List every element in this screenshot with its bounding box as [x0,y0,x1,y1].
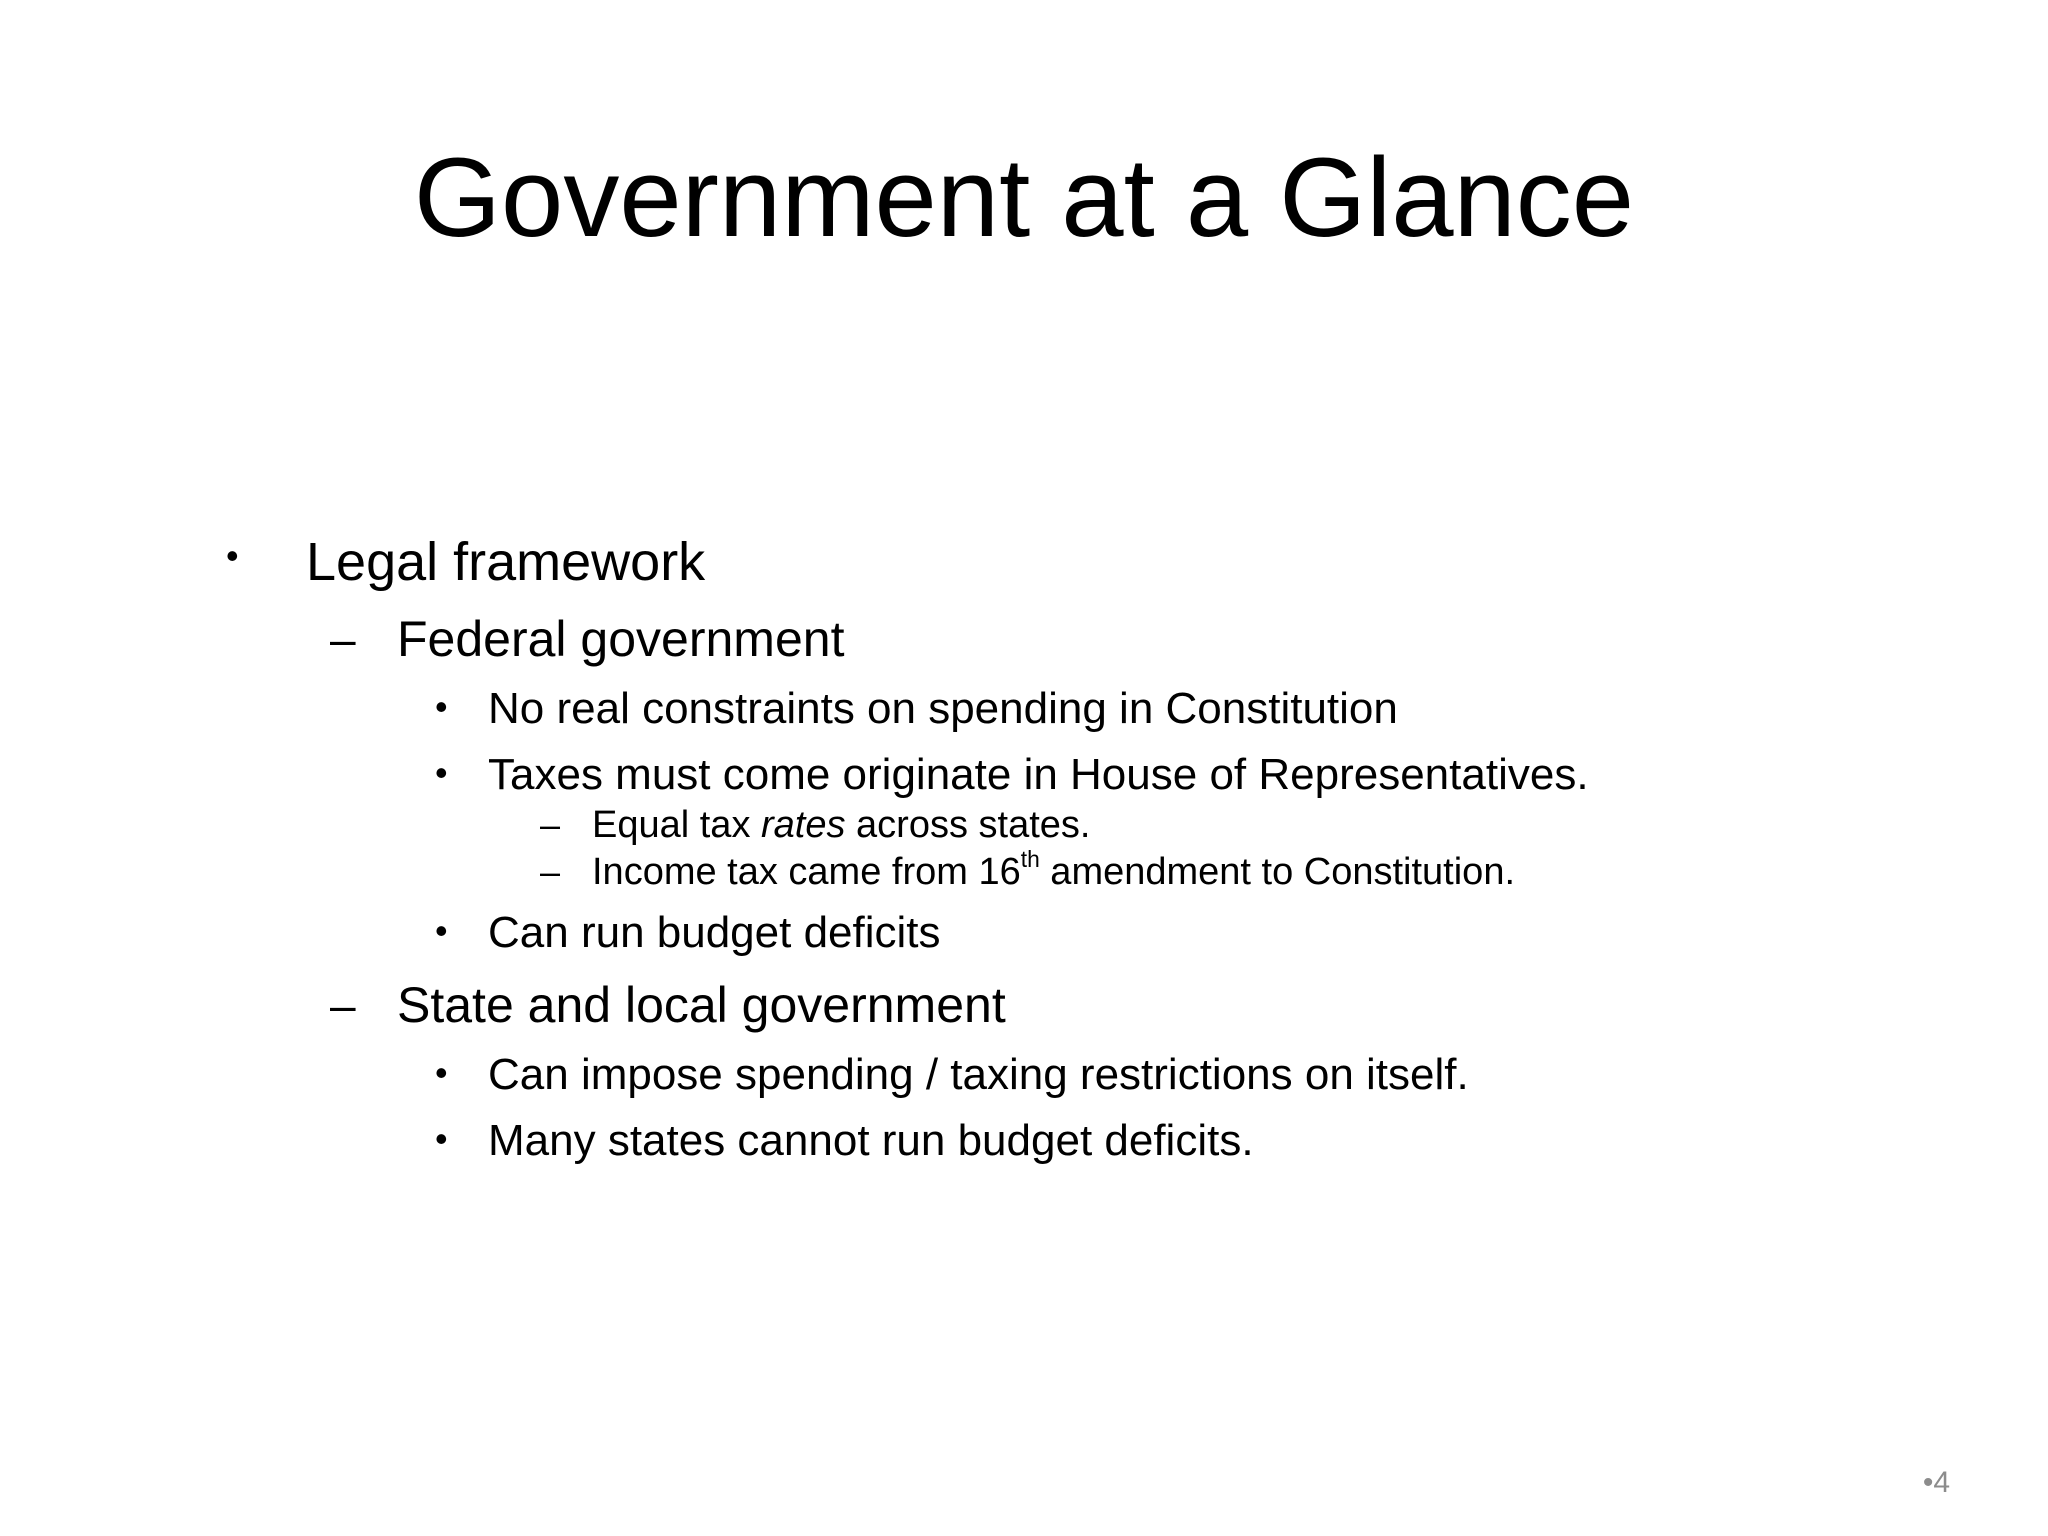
bullet-marker: • [435,686,448,727]
page-number: •4 [1922,1466,1950,1499]
bullet-impose-restrictions: Can impose spending / taxing restrictions on itself. [488,1050,1469,1099]
bullet-legal-framework: Legal framework [306,532,706,592]
bullet-marker: • [435,752,448,793]
dash-marker: – [330,613,356,665]
income-tax-prefix: Income tax came from 16 [592,851,1021,893]
income-tax-suffix: amendment to Constitution. [1039,851,1516,893]
income-tax-superscript: th [1020,845,1040,872]
bullet-marker: • [435,910,448,951]
dash-marker: – [540,851,561,892]
bullet-marker: • [435,1052,448,1093]
dash-marker: – [330,979,356,1031]
bullet-income-tax [592,845,1516,895]
dash-marker: – [540,804,561,845]
bullet-taxes-originate: Taxes must come originate in House of Representatives. [488,750,1589,799]
bullet-federal-government: Federal government [397,611,845,667]
bullet-equal-tax [592,802,1090,848]
equal-tax-suffix: across states. [845,804,1091,846]
bullet-budget-deficits: Can run budget deficits [488,908,941,957]
bullet-many-states: Many states cannot run budget deficits. [488,1116,1254,1165]
equal-tax-prefix: Equal tax [592,804,761,846]
bullet-no-real-constraints: No real constraints on spending in Constitution [488,684,1398,733]
slide-title: Government at a Glance [413,135,1635,260]
bullet-marker: • [226,535,239,576]
equal-tax-rates: rates [761,804,846,846]
bullet-marker: • [435,1118,448,1159]
bullet-state-local-government: State and local government [397,977,1006,1033]
